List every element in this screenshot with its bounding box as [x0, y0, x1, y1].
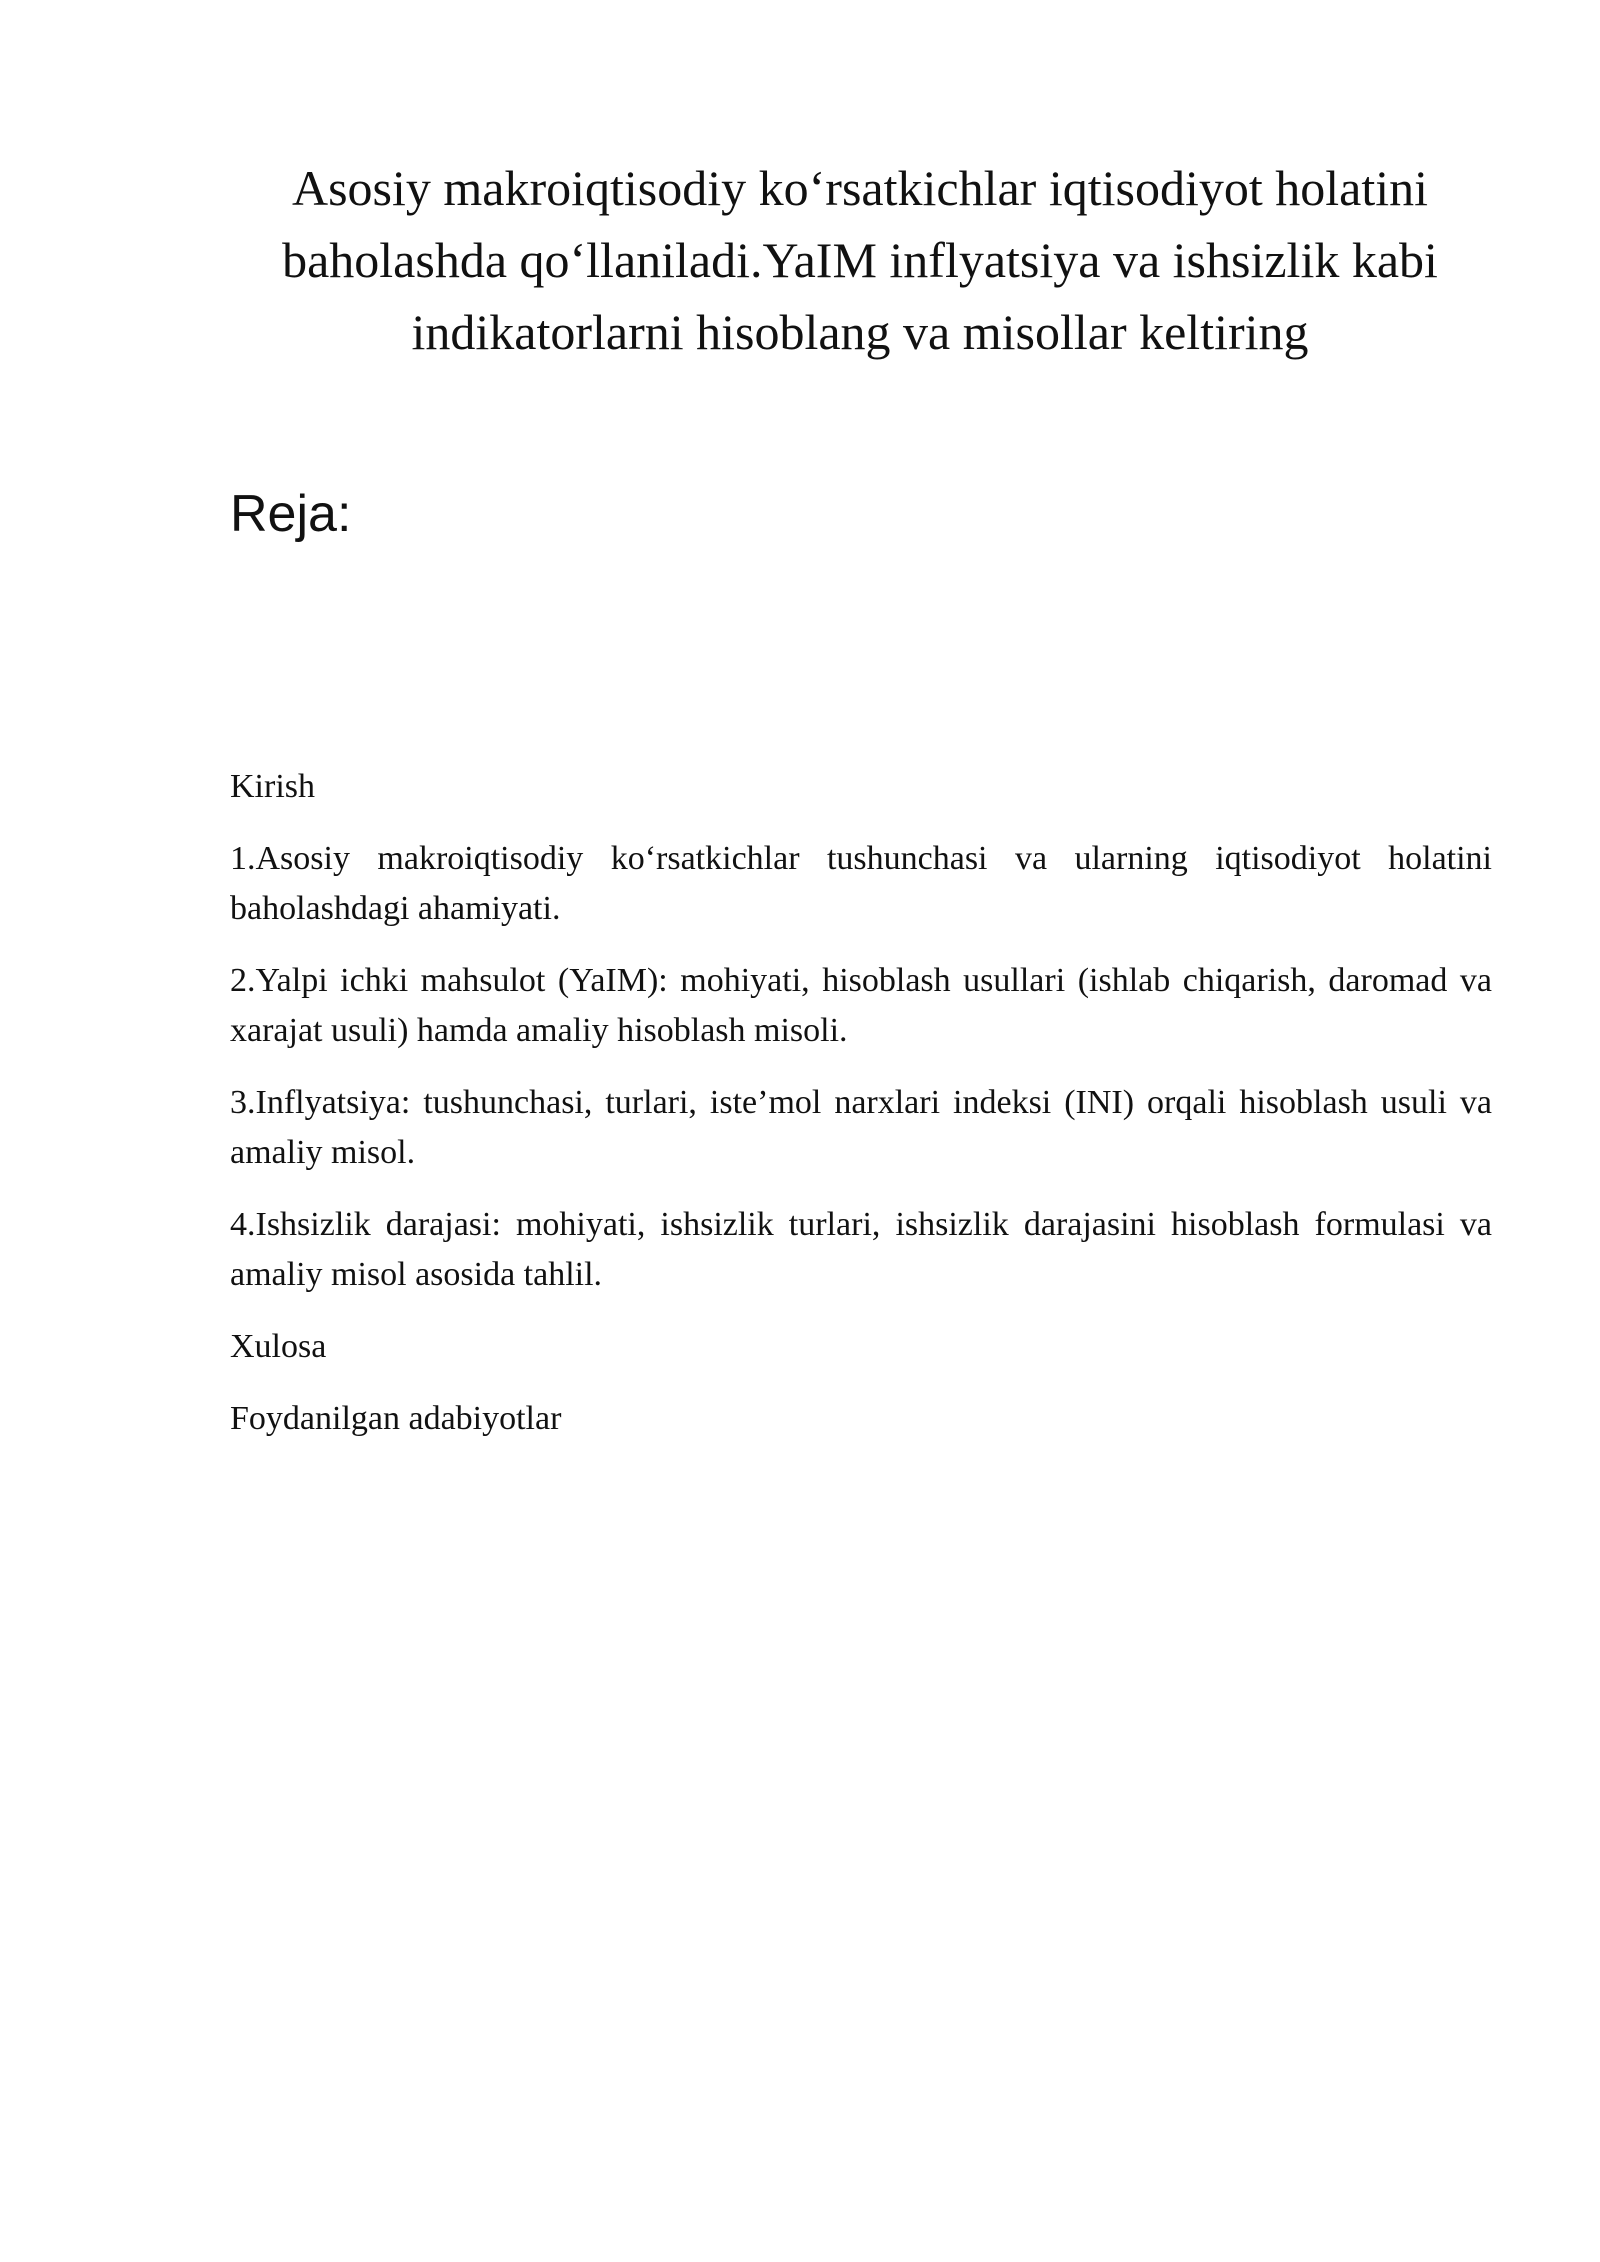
- plan-item-1: 1.Asosiy makroiqtisodiy ko‘rsatkichlar tushunchasi va ularning iqtisodiyot holatini baholashdagi ahamiyati.: [230, 840, 1492, 927]
- page-title: Asosiy makroiqtisodiy ko‘rsatkichlar iqtisodiyot holatini baholashda qo‘llaniladi.YaIM inflyatsiya va ishsizlik kabi indikatorlarni hisoblang va misollar keltiring: [282, 160, 1438, 360]
- plan-item-references: Foydanilgan adabiyotlar: [230, 1400, 562, 1437]
- plan-item-2: 2.Yalpi ichki mahsulot (YaIM): mohiyati, hisoblash usullari (ishlab chiqarish, daromad va xarajat usuli) hamda amaliy hisoblash misoli.: [230, 962, 1492, 1049]
- plan-item-introduction: Kirish: [230, 768, 315, 805]
- plan-item-4: 4.Ishsizlik darajasi: mohiyati, ishsizlik turlari, ishsizlik darajasini hisoblash formulasi va amaliy misol asosida tahlil.: [230, 1206, 1492, 1293]
- plan-list: [230, 762, 1492, 1466]
- plan-item-conclusion: Xulosa: [230, 1328, 327, 1365]
- plan-item-3: 3.Inflyatsiya: tushunchasi, turlari, iste’mol narxlari indeksi (INI) orqali hisoblash usuli va amaliy misol.: [230, 1084, 1492, 1171]
- plan-heading: Reja:: [230, 485, 352, 543]
